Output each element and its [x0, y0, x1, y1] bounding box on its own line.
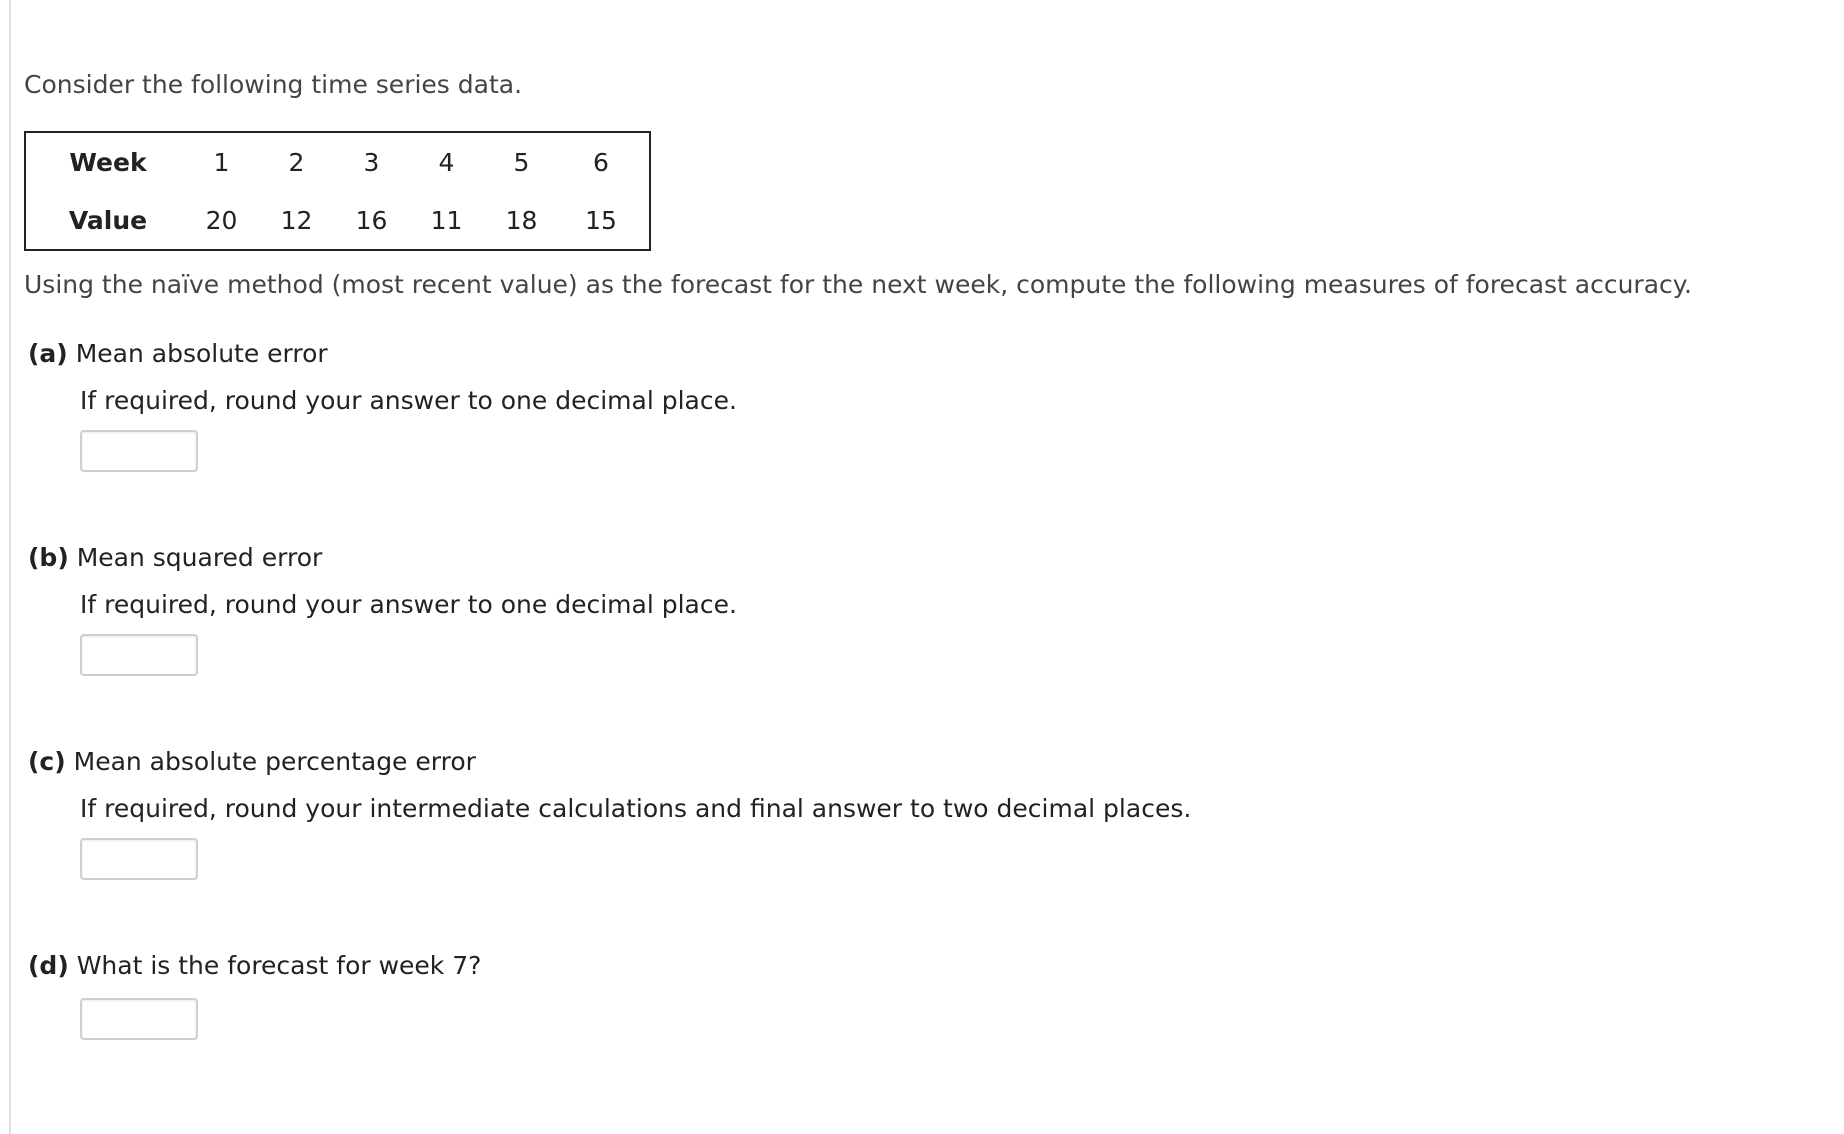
question-instructions: Using the naïve method (most recent value) as the forecast for the next week, compute the following measures of forecast accuracy. [24, 270, 1692, 299]
part-b-answer-input[interactable] [80, 634, 198, 676]
part-c-answer-input[interactable] [80, 838, 198, 880]
row-header-week: Week [69, 147, 147, 177]
week-cell: 6 [593, 147, 609, 177]
week-cell: 2 [288, 147, 305, 177]
value-cell: 11 [430, 205, 463, 235]
part-a-hint: If required, round your answer to one decimal place. [80, 386, 737, 415]
part-a-title [28, 339, 1728, 368]
part-d-answer-input[interactable] [80, 998, 198, 1040]
part-d [28, 951, 1728, 1040]
week-cell: 5 [513, 147, 530, 177]
part-d-title-text: What is the forecast for week 7? [76, 951, 482, 980]
part-c [28, 747, 1728, 880]
question-intro: Consider the following time series data. [24, 70, 523, 99]
part-a-answer-input[interactable] [80, 430, 198, 472]
part-b-title-text: Mean squared error [76, 543, 323, 572]
part-c-title [28, 747, 1728, 776]
part-c-letter: (c) [28, 747, 66, 776]
part-c-title-text: Mean absolute percentage error [73, 747, 476, 776]
part-a-title-text: Mean absolute error [75, 339, 328, 368]
row-header-value: Value [68, 205, 148, 235]
table-row-week [25, 132, 650, 191]
value-cell: 12 [280, 205, 313, 235]
part-d-title [28, 951, 1728, 980]
part-b-letter: (b) [28, 543, 69, 572]
part-b-title [28, 543, 1728, 572]
part-b-hint: If required, round your answer to one decimal place. [80, 590, 737, 619]
part-d-letter: (d) [28, 951, 69, 980]
left-border-rule [9, 0, 11, 1134]
time-series-table [24, 131, 651, 251]
part-b [28, 543, 1728, 676]
value-cell: 15 [585, 205, 617, 235]
part-a [28, 339, 1728, 472]
table-row-value [25, 191, 650, 250]
week-cell: 3 [363, 147, 380, 177]
week-cell: 1 [213, 147, 230, 177]
value-cell: 16 [355, 205, 388, 235]
value-cell: 18 [505, 205, 538, 235]
value-cell: 20 [205, 205, 238, 235]
part-c-hint: If required, round your intermediate calculations and final answer to two decimal places. [80, 794, 1192, 823]
week-cell: 4 [438, 147, 455, 177]
part-a-letter: (a) [28, 339, 68, 368]
